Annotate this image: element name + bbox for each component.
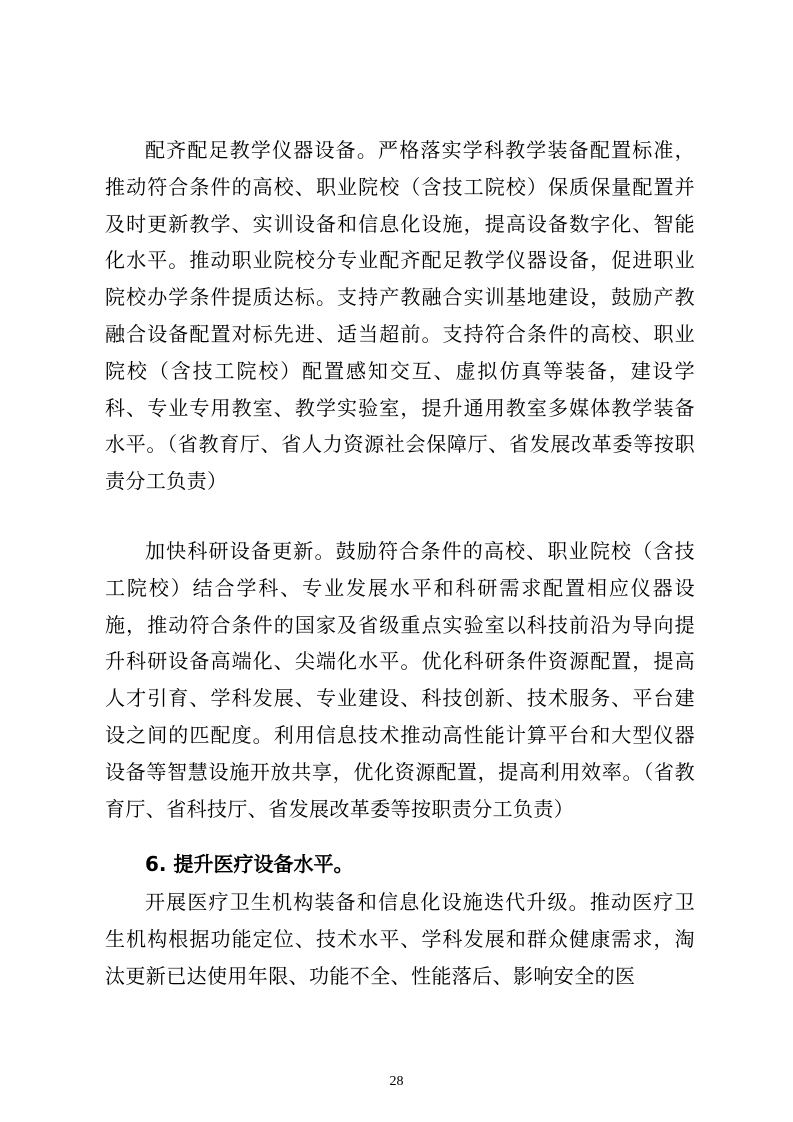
section-heading: 6. 提升医疗设备水平。 [145, 852, 354, 876]
paragraph-teaching-equipment: 配齐配足教学仪器设备。严格落实学科教学装备配置标准，推动符合条件的高校、职业院校（含技工院校）保质保量配置并及时更新教学、实训设备和信息化设施，提高设备数字化、智能化水平。推动职业院校分专业配齐配足教学仪器设备，促进职业院校办学条件提质达标。支持产教融合实训基地建设，鼓励产教融合设备配置对标先进、适当超前。支持符合条件的高校、职业院校（含技工院校）配置感知交互、虚拟仿真等装备，建设学科、专业专用教室、教学实验室，提升通用教室多媒体教学装备水平。（省教育厅、省人力资源社会保障厅、省发展改革委等按职责分工负责） [105, 138, 695, 494]
page-number: 28 [389, 1074, 404, 1089]
paragraph-research-equipment: 加快科研设备更新。鼓励符合条件的高校、职业院校（含技工院校）结合学科、专业发展水平和科研需求配置相应仪器设施，推动符合条件的国家及省级重点实验室以科技前沿为导向提升科研设备高端化、尖端化水平。优化科研条件资源配置，提高人才引育、学科发展、专业建设、科技创新、技术服务、平台建设之间的匹配度。利用信息技术推动高性能计算平台和大型仪器设备等智慧设施开放共享，优化资源配置，提高利用效率。（省教育厅、省科技厅、省发展改革委等按职责分工负责） [105, 539, 695, 821]
paragraph-medical-equipment: 开展医疗卫生机构装备和信息化设施迭代升级。推动医疗卫生机构根据功能定位、技术水平、学科发展和群众健康需求，淘汰更新已达使用年限、功能不全、性能落后、影响安全的医 [105, 890, 695, 988]
